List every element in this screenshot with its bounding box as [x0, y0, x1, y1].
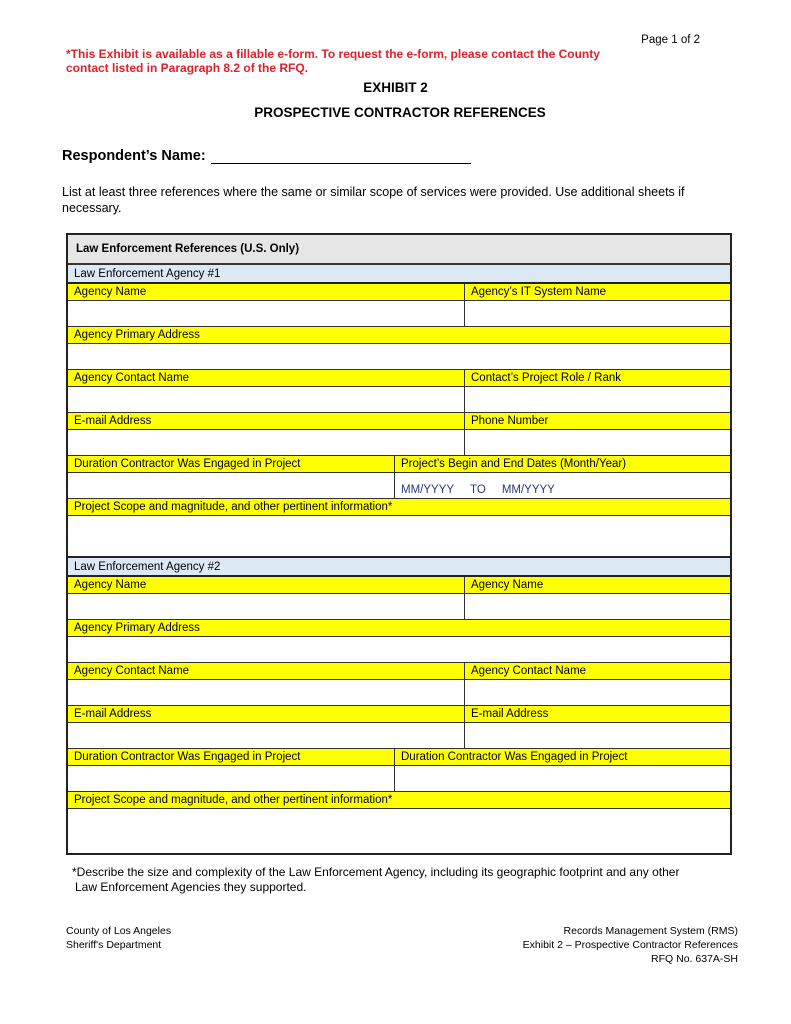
label-row	[68, 284, 730, 301]
agency-1-name-field[interactable]	[68, 301, 465, 326]
agency-1-email-field[interactable]	[68, 430, 465, 455]
agency-name-label: Agency Name	[68, 284, 465, 300]
date-separator: TO	[470, 484, 486, 496]
value-row	[68, 473, 730, 499]
value-row	[68, 723, 730, 749]
label-row	[68, 413, 730, 430]
label-row	[68, 620, 730, 637]
agency-2-name-field-right[interactable]	[465, 594, 730, 619]
end-date-placeholder: MM/YYYY	[501, 484, 555, 496]
duration-label: Duration Contractor Was Engaged in Project	[68, 456, 395, 472]
label-row	[68, 749, 730, 766]
eform-notice	[66, 47, 686, 75]
footer-department: Sheriff's Department	[66, 939, 162, 951]
agency-2-header: Law Enforcement Agency #2	[68, 558, 730, 577]
respondent-name-label: Respondent’s Name:	[62, 148, 206, 164]
start-date-placeholder: MM/YYYY	[401, 484, 455, 496]
label-row	[68, 456, 730, 473]
duration-label-right: Duration Contractor Was Engaged in Project	[401, 751, 628, 763]
agency-2-address-field[interactable]	[68, 637, 730, 662]
agency-2-email-field-right[interactable]	[465, 723, 730, 748]
agency-1-contact-name-field[interactable]	[68, 387, 465, 412]
page-indicator: Page 1 of 2	[641, 34, 700, 46]
agency-name-label: Agency Name	[68, 577, 465, 593]
agency-2-contact-name-field[interactable]	[68, 680, 465, 705]
contact-role-label: Contact’s Project Role / Rank	[471, 372, 621, 384]
agency-1-contact-role-field[interactable]	[465, 387, 730, 412]
agency-2-name-field[interactable]	[68, 594, 465, 619]
references-form-table	[66, 233, 732, 855]
agency-1-phone-field[interactable]	[465, 430, 730, 455]
primary-address-label: Agency Primary Address	[74, 329, 200, 341]
agency-2-project-scope-field[interactable]	[68, 809, 730, 853]
footer-right	[440, 924, 738, 966]
value-row	[68, 387, 730, 413]
label-row	[68, 792, 730, 809]
agency-1-it-system-field[interactable]	[465, 301, 730, 326]
footer-system: Records Management System (RMS)	[563, 925, 738, 937]
exhibit-title: EXHIBIT 2	[363, 80, 428, 95]
value-row	[68, 516, 730, 558]
agency-2-email-field[interactable]	[68, 723, 465, 748]
it-system-name-label: Agency’s IT System Name	[471, 286, 607, 298]
label-row	[68, 370, 730, 387]
notice-line-2: contact listed in Paragraph 8.2 of the RFQ.	[66, 61, 309, 75]
contact-name-label: Agency Contact Name	[68, 663, 465, 679]
value-row	[68, 344, 730, 370]
instructions-text: List at least three references where the same or similar scope of services were provided. Use additional sheets if necessary.	[62, 185, 685, 215]
agency-1-address-field[interactable]	[68, 344, 730, 369]
footer-rfq-number: RFQ No. 637A-SH	[651, 953, 738, 965]
agency-1-header: Law Enforcement Agency #1	[68, 265, 730, 284]
respondent-name-row	[62, 148, 471, 164]
email-label: E-mail Address	[68, 413, 465, 429]
duration-label: Duration Contractor Was Engaged in Project	[68, 749, 395, 765]
footer-left	[66, 924, 171, 952]
primary-address-label: Agency Primary Address	[74, 622, 200, 634]
label-row	[68, 706, 730, 723]
agency-name-label-right: Agency Name	[471, 579, 544, 591]
footnote-line-2: Law Enforcement Agencies they supported.	[75, 880, 307, 894]
value-row	[68, 594, 730, 620]
value-row	[68, 680, 730, 706]
footer-county: County of Los Angeles	[66, 925, 172, 937]
respondent-name-field[interactable]	[211, 149, 471, 164]
value-row	[68, 301, 730, 327]
contact-name-label-right: Agency Contact Name	[471, 665, 587, 677]
contact-name-label: Agency Contact Name	[68, 370, 465, 386]
value-row	[68, 766, 730, 792]
agency-1-dates-field[interactable]	[395, 473, 730, 498]
agency-1-project-scope-field[interactable]	[68, 516, 730, 556]
email-label-right: E-mail Address	[471, 708, 549, 720]
value-row	[68, 809, 730, 853]
label-row	[68, 577, 730, 594]
value-row	[68, 637, 730, 663]
agency-2-duration-field-right[interactable]	[395, 766, 730, 791]
email-label: E-mail Address	[68, 706, 465, 722]
footnote-line-1: *Describe the size and complexity of the Law Enforcement Agency, including its geographic footprint and any other	[72, 865, 680, 879]
page-title: PROSPECTIVE CONTRACTOR REFERENCES	[254, 105, 546, 120]
footer-exhibit: Exhibit 2 – Prospective Contractor References	[522, 939, 738, 951]
label-row	[68, 499, 730, 516]
begin-end-dates-label: Project’s Begin and End Dates (Month/Year)	[401, 458, 627, 470]
agency-1-duration-field[interactable]	[68, 473, 395, 498]
label-row	[68, 663, 730, 680]
footnote	[72, 865, 742, 895]
label-row	[68, 327, 730, 344]
project-scope-label: Project Scope and magnitude, and other pertinent information*	[74, 501, 393, 513]
project-scope-label: Project Scope and magnitude, and other pertinent information*	[74, 794, 393, 806]
agency-2-duration-field[interactable]	[68, 766, 395, 791]
agency-2-contact-name-field-right[interactable]	[465, 680, 730, 705]
phone-label: Phone Number	[471, 415, 549, 427]
notice-line-1: *This Exhibit is available as a fillable e-form. To request the e-form, please contact the County	[66, 47, 600, 61]
section-header: Law Enforcement References (U.S. Only)	[68, 235, 730, 265]
value-row	[68, 430, 730, 456]
